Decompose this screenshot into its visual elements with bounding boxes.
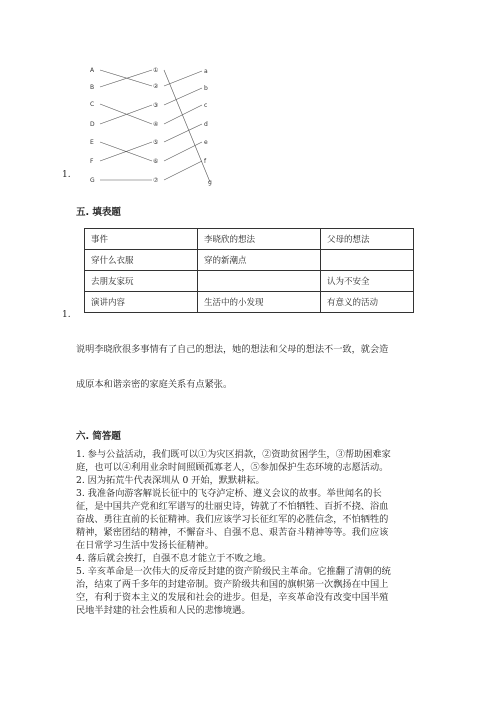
table-cell: 有意义的活动 bbox=[321, 292, 414, 313]
section-heading-fill-table: 五. 填表题 bbox=[76, 207, 121, 218]
answer-line: 3. 我准备向游客解说长征中的飞夺泸定桥、遵义会议的故事。举世闻名的长 bbox=[76, 488, 382, 499]
answer-line: 精神，紧密团结的精神，不懈奋斗、自强不息、艰苦奋斗精神等等。我们应该 bbox=[76, 527, 389, 538]
answer-line: 1. 参与公益活动，我们既可以①为灾区捐款，②资助贫困学生，③帮助困难家 bbox=[76, 449, 391, 460]
table-cell bbox=[198, 271, 321, 292]
middle-label: ④ bbox=[153, 121, 159, 128]
left-label: G bbox=[90, 177, 95, 184]
table-cell: 穿的新潮点 bbox=[198, 250, 321, 271]
answer-line: 治，结束了两千多年的封建帝制。资产阶级共和国的旗帜第一次飘扬在中国上 bbox=[76, 579, 389, 590]
table-row bbox=[85, 229, 414, 250]
section-heading-short-answer: 六. 简答题 bbox=[76, 431, 121, 442]
middle-labels bbox=[153, 67, 159, 184]
left-label: B bbox=[90, 84, 95, 91]
right-label: a bbox=[204, 68, 208, 75]
left-label: D bbox=[90, 121, 95, 128]
left-label: C bbox=[90, 101, 95, 108]
left-label: E bbox=[90, 139, 94, 146]
answer-line: 在日常学习生活中发扬长征精神。 bbox=[76, 540, 214, 551]
right-label: g bbox=[208, 179, 212, 186]
answer-line: 4. 落后就会挨打，自强不息才能立于不败之地。 bbox=[76, 553, 272, 564]
fill-in-table bbox=[84, 228, 414, 313]
right-label: c bbox=[204, 102, 208, 109]
middle-label: ③ bbox=[153, 102, 159, 109]
short-answer-body bbox=[76, 448, 436, 617]
table-cell: 父母的想法 bbox=[321, 229, 414, 250]
table-row bbox=[85, 292, 414, 313]
right-label: d bbox=[204, 121, 208, 128]
left-labels bbox=[90, 67, 95, 184]
table-cell: 穿什么衣服 bbox=[85, 250, 198, 271]
explanation-line: 成原本和谐亲密的家庭关系有点紧张。 bbox=[76, 379, 233, 390]
matching-lines-svg bbox=[70, 58, 230, 188]
left-label: F bbox=[90, 158, 94, 165]
table-cell: 认为不安全 bbox=[321, 271, 414, 292]
table-cell: 去朋友家玩 bbox=[85, 271, 198, 292]
answer-line: 民地半封建的社会性质和人民的悲惨境遇。 bbox=[76, 605, 251, 616]
table-cell: 生活中的小发现 bbox=[198, 292, 321, 313]
table-cell: 演讲内容 bbox=[85, 292, 198, 313]
matching-diagram bbox=[70, 58, 230, 188]
answer-line: 2. 因为拓荒牛代表深圳从 0 开始，默默耕耘。 bbox=[76, 475, 265, 486]
middle-label: ② bbox=[153, 83, 159, 90]
table-row bbox=[85, 250, 414, 271]
right-labels bbox=[204, 68, 212, 186]
middle-label: ⑦ bbox=[153, 177, 159, 184]
table-row bbox=[85, 271, 414, 292]
right-label: e bbox=[204, 139, 208, 146]
middle-label: ① bbox=[153, 67, 159, 74]
middle-label: ⑥ bbox=[153, 158, 159, 165]
right-label: f bbox=[204, 158, 207, 165]
middle-label: ⑤ bbox=[153, 139, 159, 146]
left-label: A bbox=[90, 67, 95, 74]
answer-line: 征，是中国共产党和红军谱写的壮丽史诗，铸就了不怕牺牲、百折不挠、浴血 bbox=[76, 501, 389, 512]
table-cell: 李晓欣的想法 bbox=[198, 229, 321, 250]
answer-line: 庭，也可以④利用业余时间照顾孤寡老人，⑤参加保护生态环境的志愿活动。 bbox=[76, 462, 389, 473]
table-cell bbox=[321, 250, 414, 271]
table-cell: 事件 bbox=[85, 229, 198, 250]
question-marker: 1. bbox=[62, 170, 71, 180]
answer-line: 空，有利于资本主义的发展和社会的进步。但是，辛亥革命没有改变中国半殖 bbox=[76, 592, 389, 603]
explanation-line: 说明李晓欣很多事情有了自己的想法，她的想法和父母的想法不一致，就会造 bbox=[76, 344, 389, 355]
question-marker: 1. bbox=[62, 310, 71, 320]
answer-line: 5. 辛亥革命是一次伟大的反帝反封建的资产阶级民主革命。它推翻了清朝的统 bbox=[76, 566, 391, 577]
answer-line: 奋战、勇往直前的长征精神。我们应该学习长征红军的必胜信念，不怕牺牲的 bbox=[76, 514, 389, 525]
right-label: b bbox=[204, 85, 208, 92]
